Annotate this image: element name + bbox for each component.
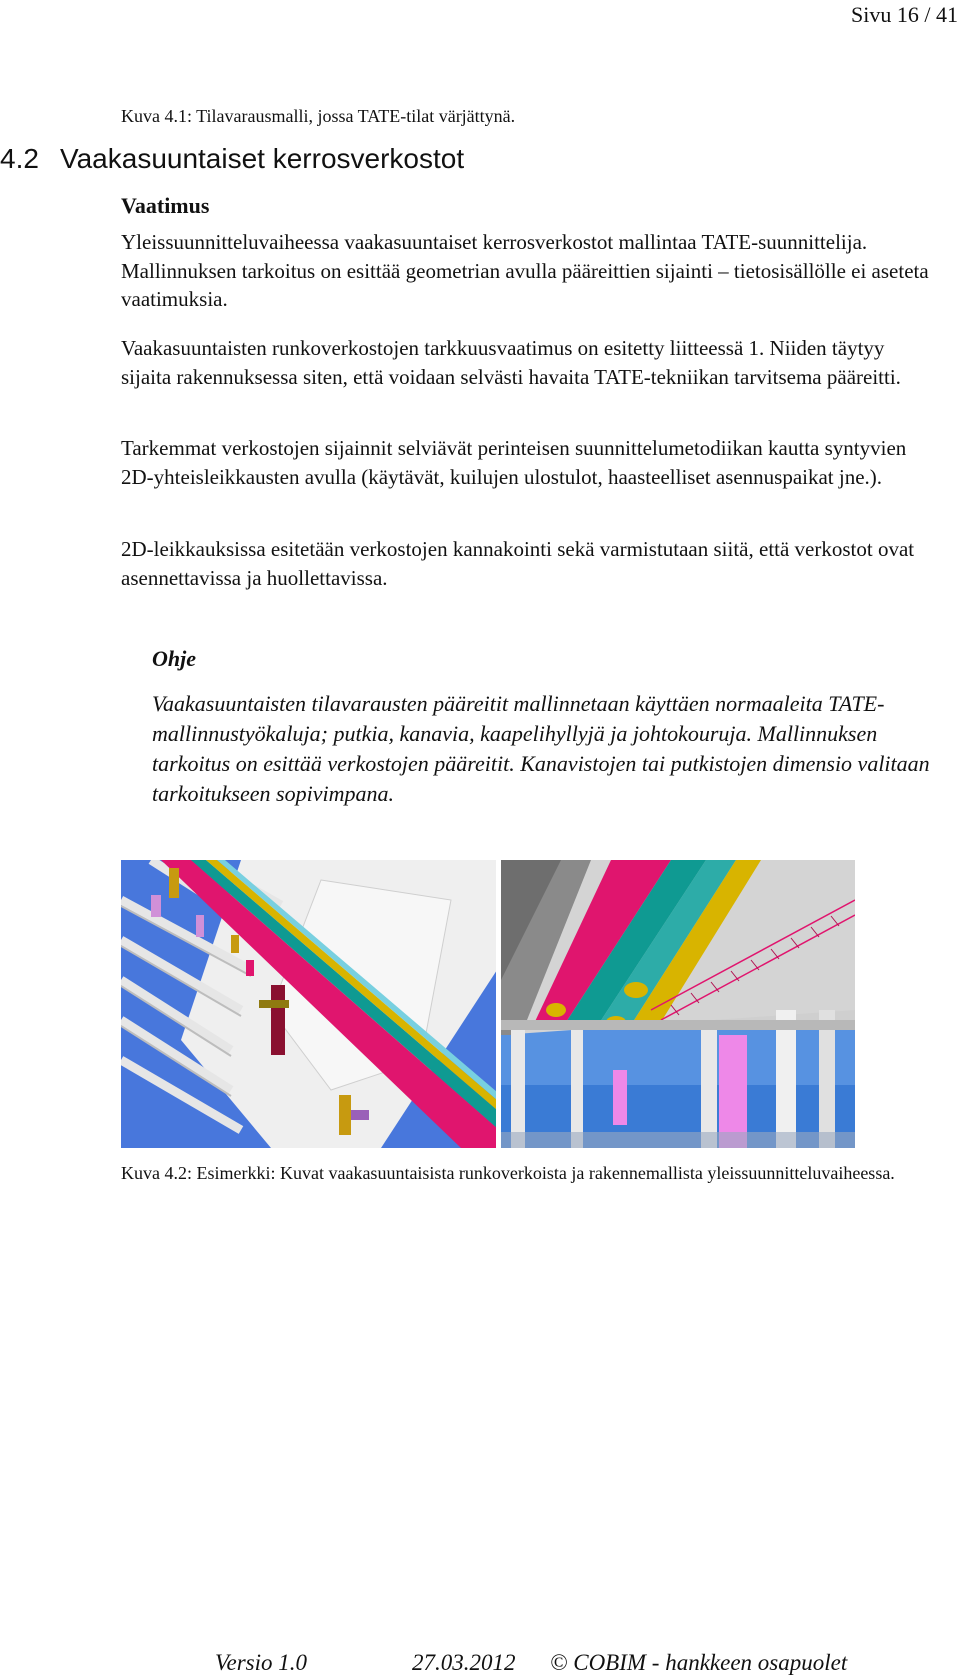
requirement-paragraph-4: 2D-leikkauksissa esitetään verkostojen kannakointi sekä varmistutaan siitä, että verkostot ovat asennettavissa ja huollettavissa. [121, 537, 915, 590]
page-number: Sivu 16 / 41 [851, 2, 958, 27]
guideline-text: Vaakasuuntaisten tilavarausten pääreitit mallinnetaan käyttäen normaaleita TATE-mallinnustyökaluja; putkia, kanavia, kaapelihyllyjä ja johtokouruja. Mallinnuksen tarkoitus on esittää verkostojen pääreitit. Kanavistojen tai putkistojen dimensio valitaan tarkoitukseen sopivimpana. [152, 691, 930, 806]
guideline-title: Ohje [152, 646, 196, 671]
requirement-title: Vaatimus [121, 193, 210, 218]
figure-right-perspective-view [501, 860, 855, 1148]
section-heading [0, 143, 464, 175]
figure-4-2-images [121, 860, 855, 1148]
figure-left-model-view [121, 860, 497, 1148]
figure-4-1-caption: Kuva 4.1: Tilavarausmalli, jossa TATE-tilat värjättynä. [121, 106, 516, 126]
requirement-paragraph-1: Yleissuunnitteluvaiheessa vaakasuuntaiset kerrosverkostot mallintaa TATE-suunnittelija. Mallinnuksen tarkoitus on esittää geometrian avulla pääreittien sijainti – tietosisällölle ei aseteta vaatimuksia. [121, 230, 929, 311]
requirement-paragraph-3: Tarkemmat verkostojen sijainnit selviävät perinteisen suunnittelumetodiikan kautta syntyvien 2D-yhteisleikkausten avulla (käytävät, kuilujen ulostulot, haasteelliset asennuspaikat jne.). [121, 436, 907, 489]
page-footer [0, 1650, 960, 1680]
footer-version: Versio 1.0 [215, 1650, 307, 1675]
requirement-paragraph-2: Vaakasuuntaisten runkoverkostojen tarkkuusvaatimus on esitetty liitteessä 1. Niiden täytyy sijaita rakennuksessa siten, että voidaan selvästi havaita TATE-tekniikan tarvitsema pääreitti. [121, 336, 901, 389]
section-number: 4.2 [0, 143, 39, 174]
footer-date: 27.03.2012 [412, 1650, 516, 1675]
section-title: Vaakasuuntaiset kerrosverkostot [60, 143, 465, 174]
figure-4-2-caption: Kuva 4.2: Esimerkki: Kuvat vaakasuuntaisista runkoverkoista ja rakennemallista yleissuunnitteluvaiheessa. [121, 1163, 895, 1183]
footer-copyright: © COBIM - hankkeen osapuolet [550, 1650, 848, 1675]
